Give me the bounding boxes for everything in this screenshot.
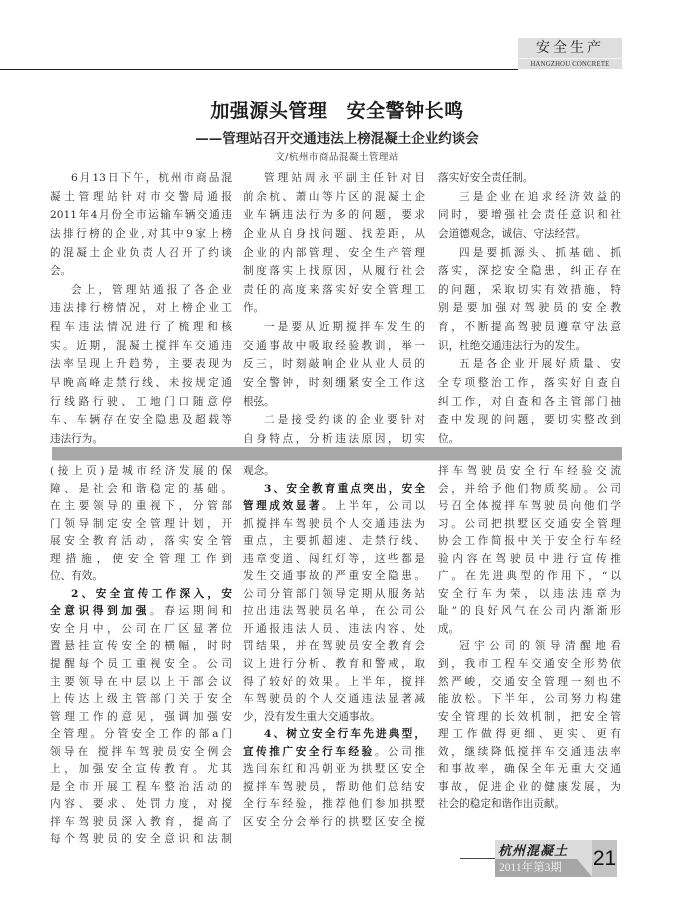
- text-line: 2、安全宣传工作深入，安: [71, 587, 232, 600]
- text-line: 抓搅拌车驾驶员个人交通违法为: [243, 517, 425, 530]
- issue-label: 2011年第3期: [499, 862, 562, 874]
- text-line: 育，不断提高驾驶员遵章守法意: [438, 321, 621, 334]
- text-line: 在主要领导的重视下，分管部: [50, 500, 232, 513]
- continued-column-3: [438, 463, 621, 814]
- text-line: 自身特点，分析违法原因，切实: [243, 432, 425, 445]
- text-line: 凝土管理站针对市交警局通报: [50, 190, 232, 203]
- text-line: [243, 744, 425, 762]
- bold-heading-text: 宣传推广安全行车经验: [243, 745, 375, 758]
- text-line: 企业从自身找问题、找差距，从: [243, 227, 425, 240]
- article-title-part1: 加强源头管理: [210, 100, 328, 122]
- text-line: 2011年4月份全市运输车辆交通违: [50, 209, 232, 222]
- text-line: 耻”的良好风气在公司内渐渐形: [438, 605, 621, 618]
- text-line: 理措施，使安全管理工作到: [50, 552, 232, 565]
- text-line: 提醒每个员工重视安全。公司: [50, 658, 232, 671]
- text-line: 落实好安全责任制。: [438, 172, 534, 184]
- text-line: 重点，主要抓超速、走禁行线、: [243, 535, 425, 548]
- text-line: 拌车驾驶员深入教育，提高了: [50, 815, 232, 828]
- text-line: 理工作做得更细、更实、更有: [438, 728, 621, 741]
- text-line: 反三，时刻敲响企业从业人员的: [243, 358, 425, 371]
- text-line: 然严峻，交通安全管理一刻也不: [438, 675, 621, 688]
- text-line: 能放松。下半年，公司努力构建: [438, 693, 621, 706]
- text-line: 搅拌车驾驶员，帮助他们总结安: [243, 780, 425, 793]
- text-line: 三是企业在追求经济效益的: [459, 190, 621, 203]
- text-line: 作。: [243, 302, 265, 315]
- text-line: 社会的稳定和谐作出贡献。: [438, 798, 566, 811]
- text-line: 得了较好的效果。上半年，搅拌: [243, 675, 425, 688]
- text-line: 违法行为。: [50, 432, 103, 445]
- text-line: 同时，要增强社会责任意识和社: [438, 209, 621, 222]
- text-line: 管理站周永平副主任针对目: [264, 172, 425, 184]
- page-number: 21: [592, 840, 617, 877]
- text-line: 车、车辆存在安全隐患及超载等: [50, 414, 232, 427]
- text-line: 展安全教育活动，落实安全管: [50, 535, 232, 548]
- text-line: 成。: [438, 622, 460, 635]
- footer-rule: [460, 858, 495, 859]
- text-line: 责任的高度来落实好安全管理工: [243, 283, 425, 296]
- header-rule: [0, 69, 518, 70]
- text-line: 根弦。: [243, 395, 275, 408]
- text-line: 交通事故中吸取经验教训，举一: [243, 339, 425, 352]
- text-line: 3、安全教育重点突出，安全: [264, 482, 425, 495]
- text-line: 制度落实上找原因，从履行社会: [243, 265, 425, 278]
- article-title-part2: 安全警钟长鸣: [346, 100, 464, 122]
- text-line: 少，没有发生重大交通事故。: [243, 710, 381, 723]
- text-line: 和事故率，确保全年无重大交通: [438, 763, 621, 776]
- text-line: 每个驾驶员的安全意识和法制: [50, 833, 232, 846]
- text-line: 是全市开展工程车整治活动的: [50, 780, 232, 793]
- text-line: 别是要加强对驾驶员的安全教: [438, 302, 621, 315]
- text-line: 观念。: [243, 465, 275, 477]
- text-line: [243, 498, 425, 516]
- text-line: 安全警钟，时刻绷紧安全工作这: [243, 377, 425, 390]
- text-line: 违法排行榜情况，对上榜企业工: [50, 302, 232, 315]
- article-column-3: [438, 169, 621, 449]
- text-line: 主要领导在中层以上干部会议: [50, 675, 232, 688]
- text-line: 领导在 搅拌车驾驶员安全例会: [50, 745, 232, 758]
- text-line: 号召全体搅拌车驾驶员向他们学: [438, 500, 621, 513]
- text-line: 安全行车为荣，以违法违章为: [438, 587, 621, 600]
- text-line: 二是接受约谈的企业要针对: [264, 414, 425, 427]
- text-line: 公司分管部门领导定期从服务站: [243, 587, 425, 600]
- text-line: 效，继续降低搅拌车交通违法率: [438, 745, 621, 758]
- text-line: 会。: [50, 265, 72, 278]
- text-line: 4、树立安全行车先进典型，: [264, 728, 425, 741]
- text-line: 一是要从近期搅拌车发生的: [264, 321, 425, 334]
- text-line: 法率呈现上升趋势，主要表现为: [50, 358, 232, 371]
- text-line: 纠工作，对自查和各主管部门抽: [438, 395, 621, 408]
- text-line: 置悬挂宣传安全的横幅，时时: [50, 640, 232, 653]
- continued-column-2: [243, 463, 425, 831]
- text-line: 法排行榜的企业,对其中9家上榜: [50, 227, 232, 240]
- text-line: 上传达上级主管部门关于安全: [50, 693, 232, 706]
- text-line: 发生交通事故的严重安全隐患。: [243, 570, 425, 583]
- article-column-2: [243, 169, 425, 449]
- text-line: 早晚高峰走禁行线、未按规定通: [50, 377, 232, 390]
- text-line: 行线路行驶、工地门口随意停: [50, 395, 232, 408]
- text-line: 识，杜绝交通违法行为的发生。: [438, 339, 587, 352]
- text-line: 障、是社会和谐稳定的基础。: [50, 482, 232, 495]
- text-line: 拉出违法驾驶员名单，在公司公: [243, 605, 425, 618]
- article-column-1: [50, 169, 232, 449]
- text-line: 全管理。分管安全工作的部a门: [50, 728, 232, 741]
- section-title: 安全生产: [536, 40, 604, 56]
- continued-column-1: [50, 463, 232, 849]
- magazine-logo: 杭州混凝土: [498, 844, 569, 859]
- text-line: 企业的内部管理、安全生产管理: [243, 246, 425, 259]
- text-line: 落实，深挖安全隐患，纠正存在: [438, 265, 621, 278]
- text-line: 冠宇公司的领导清醒地看: [459, 640, 621, 653]
- text-line: 广。在先进典型的作用下，“以: [438, 570, 621, 583]
- text-line: 议上进行分析、教育和警戒，取: [243, 658, 425, 671]
- text-line: 的混凝土企业负责人召开了约谈: [50, 246, 232, 259]
- section-subtitle: HANGZHOU CONCRETE: [530, 59, 610, 68]
- article-title: [0, 96, 674, 123]
- text-line: 上，加强安全宣传教育。尤其: [50, 763, 232, 776]
- text-line: 位、有效。: [50, 570, 103, 583]
- text-line: 罚结果，并在驾驶员安全教育会: [243, 640, 425, 653]
- article-subtitle: ——管理站召开交通违法上榜混凝土企业约谈会: [195, 131, 479, 147]
- line-text: 。公司推: [374, 745, 426, 758]
- text-line: 会道德观念，诚信、守法经营。: [438, 227, 587, 240]
- article-byline: 文/杭州市商品混凝土管理站: [275, 152, 399, 163]
- section-header: [518, 38, 622, 69]
- text-line: 五是各企业开展好质量、安: [459, 358, 621, 371]
- bold-heading-text: 管理成效显著: [243, 500, 323, 513]
- text-line: 会上，管理站通报了各企业: [71, 283, 232, 296]
- bold-heading-text: 全意识得到加强: [50, 605, 150, 618]
- text-line: 验内容在驾驶员中进行宣传推: [438, 552, 621, 565]
- text-line: 区安全分会举行的拱墅区安全搅: [243, 815, 425, 828]
- text-line: 拌车驾驶员安全行车经验交流: [438, 465, 621, 477]
- text-line: 安全月中，公司在厂区显著位: [50, 622, 232, 635]
- line-text: 。上半年，公司以: [322, 500, 426, 513]
- text-line: 习。公司把拱墅区交通安全管理: [438, 517, 621, 530]
- text-line: 安全管理的长效机制，把安全管: [438, 710, 621, 723]
- text-line: 实。近期，混凝土搅拌车交通违: [50, 339, 232, 352]
- text-line: 车驾驶员的个人交通违法显著减: [243, 693, 425, 706]
- text-line: 会，并给予他们物质奖励。公司: [438, 482, 621, 495]
- text-line: 门领导制定安全管理计划，开: [50, 517, 232, 530]
- text-line: 全行车经验，推荐他们参加拱墅: [243, 798, 425, 811]
- text-line: 内容、要求、处罚力度，对搅: [50, 798, 232, 811]
- text-line: 管理工作的意见，强调加强安: [50, 710, 232, 723]
- text-line: 查中发现的问题，要切实整改到: [438, 414, 621, 427]
- text-line: 程车违法情况进行了梳理和核: [50, 321, 232, 334]
- text-line: 开通报违法人员、违法内容、处: [243, 622, 425, 635]
- text-line: 选闫东红和冯朝亚为拱墅区安全: [243, 763, 425, 776]
- line-text: 。春运期间和: [150, 605, 233, 618]
- text-line: 前余杭、萧山等片区的混凝土企: [243, 190, 425, 203]
- text-line: 违章变道、闯红灯等，这些都是: [243, 552, 425, 565]
- text-line: 到，我市工程车交通安全形势依: [438, 658, 621, 671]
- section-divider-bar: [52, 447, 622, 461]
- text-line: 位。: [438, 432, 460, 445]
- text-line: [50, 603, 232, 621]
- text-line: 6月13日下午，杭州市商品混: [71, 172, 232, 184]
- text-line: 全专项整治工作，落实好自查自: [438, 377, 621, 390]
- text-line: (接上页)是城市经济发展的保: [50, 465, 232, 477]
- text-line: 协会工作简报中关于安全行车经: [438, 535, 621, 548]
- text-line: 事故，促进企业的健康发展，为: [438, 780, 621, 793]
- text-line: 四是要抓源头、抓基础、抓: [459, 246, 621, 259]
- footer-masthead: [495, 840, 592, 877]
- text-line: 的问题，采取切实有效措施，特: [438, 283, 621, 296]
- text-line: 业车辆违法行为多的问题，要求: [243, 209, 425, 222]
